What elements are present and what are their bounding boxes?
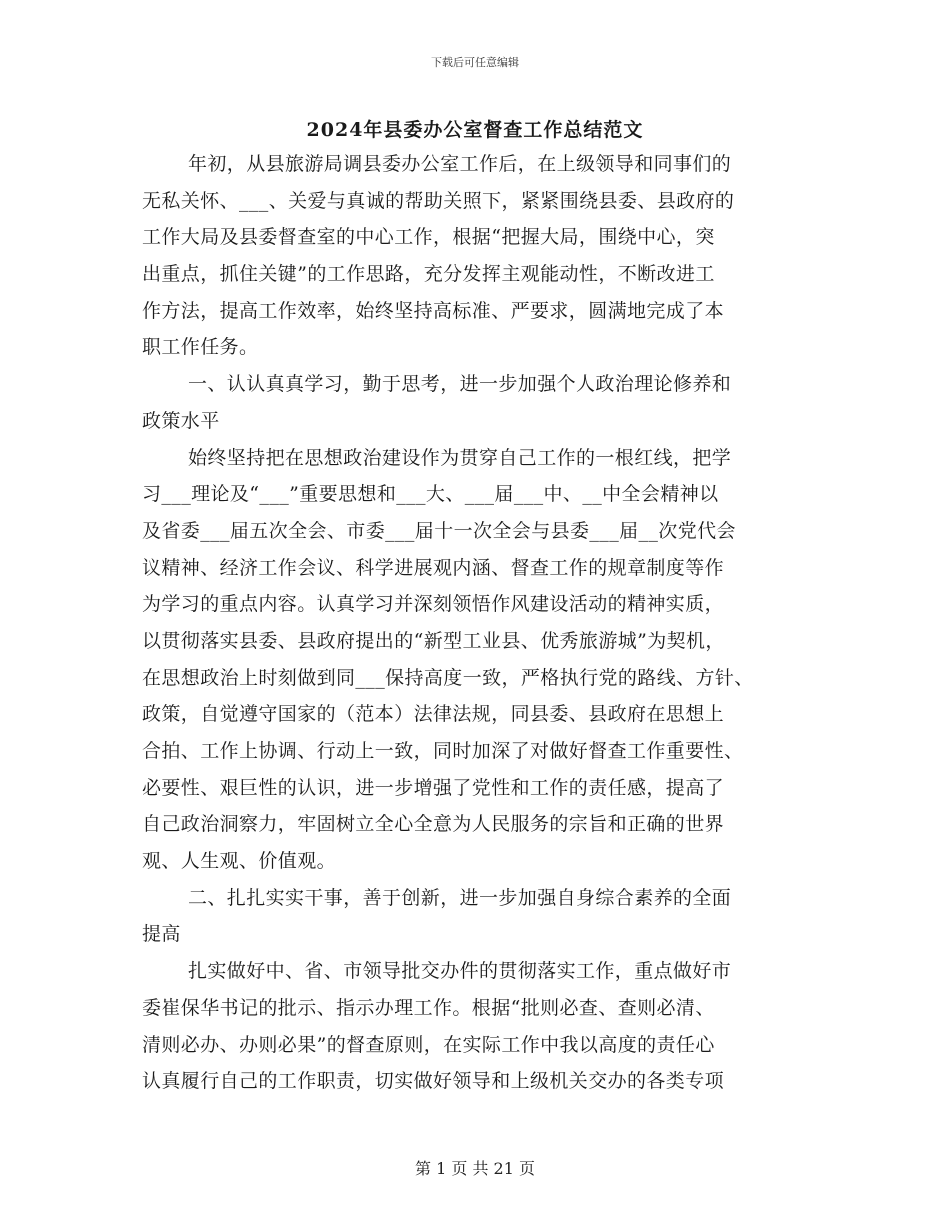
body-line: 在思想政治上时刻做到同___保持高度一致，严格执行党的路线、方针、 — [142, 666, 754, 689]
header-note: 下载后可任意编辑 — [431, 56, 519, 69]
body-line: 工作大局及县委督查室的中心工作，根据“把握大局，围绕中心，突 — [142, 226, 715, 249]
body-line: 职工作任务。 — [142, 336, 259, 359]
body-line: 政策，自觉遵守国家的（范本）法律法规，同县委、县政府在思想上 — [142, 703, 725, 726]
body-line: 政策水平 — [142, 409, 220, 432]
body-line: 观、人生观、价值观。 — [142, 850, 337, 873]
body-line: 二、扎扎实实干事，善于创新，进一步加强自身综合素养的全面 — [188, 886, 732, 909]
body-line: 扎实做好中、省、市领导批交办件的贯彻落实工作，重点做好市 — [188, 960, 732, 983]
page-number: 第 1 页 共 21 页 — [415, 1159, 535, 1178]
body-line: 出重点，抓住关键”的工作思路，充分发挥主观能动性，不断改进工 — [142, 263, 715, 286]
body-line: 必要性、艰巨性的认识，进一步增强了党性和工作的责任感，提高了 — [142, 776, 725, 799]
document-title: 2024年县委办公室督查工作总结范文 — [306, 119, 644, 141]
body-line: 始终坚持把在思想政治建设作为贯穿自己工作的一根红线，把学 — [188, 446, 732, 469]
body-line: 委崔保华书记的批示、指示办理工作。根据“批则必查、查则必清、 — [142, 996, 715, 1019]
body-line: 以贯彻落实县委、县政府提出的“新型工业县、优秀旅游城”为契机， — [142, 629, 725, 652]
body-line: 及省委___届五次全会、市委___届十一次全会与县委___届__次党代会 — [142, 519, 736, 542]
body-line: 一、认认真真学习，勤于思考，进一步加强个人政治理论修养和 — [188, 373, 732, 396]
body-line: 无私关怀、___、关爱与真诚的帮助关照下，紧紧围绕县委、县政府的 — [142, 189, 735, 212]
body-line: 议精神、经济工作会议、科学进展观内涵、督查工作的规章制度等作 — [142, 556, 725, 579]
body-line: 习___理论及“___”重要思想和___大、___届___中、__中全会精神以 — [142, 483, 719, 506]
body-line: 认真履行自己的工作职责，切实做好领导和上级机关交办的各类专项 — [142, 1070, 725, 1093]
body-line: 作方法，提高工作效率，始终坚持高标准、严要求，圆满地完成了本 — [142, 299, 725, 322]
body-line: 年初，从县旅游局调县委办公室工作后，在上级领导和同事们的 — [188, 153, 732, 175]
body-line: 提高 — [142, 923, 181, 946]
body-line: 清则必办、办则必果”的督查原则，在实际工作中我以高度的责任心 — [142, 1033, 715, 1056]
body-line: 合拍、工作上协调、行动上一致，同时加深了对做好督查工作重要性、 — [142, 740, 744, 762]
body-line: 为学习的重点内容。认真学习并深刻领悟作风建设活动的精神实质， — [142, 593, 725, 616]
document-body — [142, 146, 832, 1100]
body-line: 自己政治洞察力，牢固树立全心全意为人民服务的宗旨和正确的世界 — [142, 813, 725, 836]
